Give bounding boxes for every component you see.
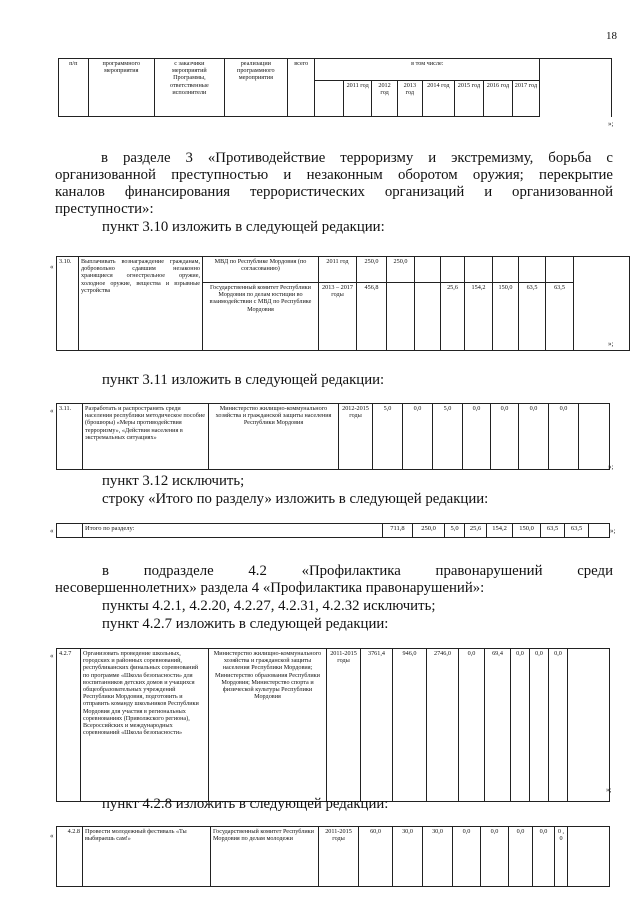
- row-value: 0,0: [519, 404, 549, 470]
- row-value: 946,0: [393, 649, 427, 802]
- opening-mark: «: [50, 832, 54, 840]
- row-value: 150,0: [493, 283, 519, 351]
- closing-mark: »;: [606, 786, 612, 794]
- closing-mark: »;: [608, 340, 614, 348]
- header-year: 2016 год: [484, 81, 512, 117]
- row-name: Разработать и распространять среди населения республики методическое пособие (брошюры) «Меры противодействия терроризму», «Действия населения в экстремальных ситуациях»: [83, 404, 209, 470]
- header-including: в том числе:: [315, 59, 540, 81]
- row-executor: МВД по Республике Мордовия (по согласованию): [203, 257, 319, 283]
- opening-mark: «: [50, 263, 54, 271]
- row-num: 4.2.8: [57, 827, 83, 887]
- total-label: Итого по разделу:: [83, 524, 383, 538]
- row-period: 2011 год: [319, 257, 357, 283]
- total-row-table: [56, 523, 610, 538]
- row-value: 2746,0: [427, 649, 459, 802]
- header-total: всего: [287, 59, 314, 117]
- header-year: 2013 год: [397, 81, 422, 117]
- row-value: 0,0: [459, 649, 485, 802]
- row-value: 5,0: [433, 404, 463, 470]
- row-value: 63,5: [546, 283, 574, 351]
- row-value: 30,0: [393, 827, 423, 887]
- total-value: 63,5: [565, 524, 589, 538]
- row-name: Провести молодежный фестиваль «Ты выбираешь сам!»: [83, 827, 211, 887]
- row-total: 3761,4: [361, 649, 393, 802]
- closing-mark: »;: [610, 527, 616, 535]
- row-3-10-table: [56, 256, 630, 351]
- row-value: 0,0: [403, 404, 433, 470]
- total-value: 711,8: [383, 524, 413, 538]
- header-year: 2012 год: [372, 81, 397, 117]
- row-value: 0,0: [481, 827, 509, 887]
- row-value: 154,2: [465, 283, 493, 351]
- row-value: 63,5: [519, 283, 546, 351]
- row-value: 0,0: [463, 404, 491, 470]
- row-num: 3.11.: [57, 404, 83, 470]
- paragraph-line: несовершеннолетних» раздела 4 «Профилактика правонарушений»:: [55, 580, 485, 596]
- paragraph-line: пункты 4.2.1, 4.2.20, 4.2.27, 4.2.31, 4.2.32 исключить;: [102, 598, 436, 614]
- header-program: программного мероприятия: [88, 59, 154, 117]
- instruction-item-4-2-7: пункт 4.2.7 изложить в следующей редакции:: [102, 616, 389, 632]
- row-num: 4.2.7: [57, 649, 81, 802]
- instruction-item-3-10: пункт 3.10 изложить в следующей редакции:: [102, 219, 385, 235]
- paragraph-line: организованной преступностью и незаконным оборотом оружия; перекрытие: [55, 167, 613, 183]
- row-value: 0,0: [530, 649, 549, 802]
- paragraph-line: каналов финансирования террористических организаций и организованной: [55, 184, 613, 200]
- paragraph-line: в подразделе 4.2 «Профилактика правонарушений среди: [102, 563, 613, 579]
- header-table: [58, 58, 612, 117]
- row-name: Организовать проведение школьных, городских и районных соревнований, республиканских финальных соревнований по программе «Школа безопасности» для воспитанников детских домов и учащихся общеобразовательных учреждений Республики Мордовия, подготовить и отправить команду школьников Республики Мордовия для участия в региональных соревнованиях (Приволжского региона), Всероссийских и международных соревнований «Школа безопасности»: [81, 649, 209, 802]
- header-empty: [540, 59, 612, 117]
- total-value: 63,5: [541, 524, 565, 538]
- opening-mark: «: [50, 407, 54, 415]
- header-year: 2011 год: [343, 81, 371, 117]
- instruction-item-4-2-8: пункт 4.2.8 изложить в следующей редакции:: [102, 796, 389, 812]
- row-value: 0,0: [453, 827, 481, 887]
- row-total: 5,0: [373, 404, 403, 470]
- row-value: 0,0: [509, 827, 533, 887]
- opening-mark: «: [50, 527, 54, 535]
- row-executor: Министерство жилищно-коммунального хозяйства и гражданской защиты населения Республики Мордовия; Министерство образования Республики Мордовия; Министерство спорта и физической культуры Республики Мордовия: [209, 649, 327, 802]
- total-value: 5,0: [445, 524, 465, 538]
- paragraph-line: преступности»:: [55, 201, 154, 217]
- row-executor: Государственный комитет Республики Мордовия по делам юстиции во взаимодействии с МВД по Республике Мордовия: [203, 283, 319, 351]
- instruction-item-3-11: пункт 3.11 изложить в следующей редакции:: [102, 372, 385, 388]
- instruction-item-3-12: пункт 3.12 исключить;: [102, 473, 245, 489]
- row-executor: Министерство жилищно-коммунального хозяйства и гражданской защиты населения Республики Мордовия: [209, 404, 339, 470]
- row-name: Выплачивать вознаграждение гражданам, добровольно сдавшим незаконно хранящиеся огнестрельное оружие, холодное оружие, вещества и взрывные устройства: [79, 257, 203, 351]
- row-value: 0,0: [491, 404, 519, 470]
- row-num: 3.10.: [57, 257, 79, 351]
- row-4-2-7-table: [56, 648, 610, 802]
- row-value: 0,0: [549, 649, 568, 802]
- total-value: 25,6: [465, 524, 487, 538]
- row-value: 0,0: [511, 649, 530, 802]
- total-value: 150,0: [513, 524, 541, 538]
- row-total: 250,0: [357, 257, 387, 283]
- row-value: 0,0: [533, 827, 555, 887]
- row-period: 2013 – 2017 годы: [319, 283, 357, 351]
- header-customers: с заказчики мероприятий Программы, ответственные исполнители: [155, 59, 225, 117]
- closing-mark: »;: [608, 463, 614, 471]
- row-4-2-8-table: [56, 826, 610, 887]
- row-value: 30,0: [423, 827, 453, 887]
- row-total: 60,0: [359, 827, 393, 887]
- header-year: 2017 год: [512, 81, 539, 117]
- row-3-11-table: [56, 403, 610, 470]
- instruction-item-total: строку «Итого по разделу» изложить в следующей редакции:: [102, 491, 489, 507]
- row-period: 2011-2015 годы: [327, 649, 361, 802]
- opening-mark: «: [50, 652, 54, 660]
- paragraph-line: в разделе 3 «Противодействие терроризму и экстремизму, борьба с: [101, 150, 613, 166]
- header-year: 2014 год: [423, 81, 455, 117]
- row-value: 0 , 0: [555, 827, 568, 887]
- row-total: 456,8: [357, 283, 387, 351]
- row-period: 2011-2015 годы: [319, 827, 359, 887]
- total-value: 250,0: [413, 524, 445, 538]
- row-value: 25,6: [441, 283, 465, 351]
- row-value: 69,4: [485, 649, 511, 802]
- header-num: п/п: [59, 59, 89, 117]
- row-value: 0,0: [549, 404, 579, 470]
- row-value: 250,0: [387, 257, 415, 283]
- header-period: реализации программного мероприятия: [224, 59, 287, 117]
- page-number: 18: [606, 30, 617, 42]
- row-period: 2012-2015 годы: [339, 404, 373, 470]
- total-value: 154,2: [487, 524, 513, 538]
- row-executor: Государственный комитет Республики Мордовия по делам молодежи: [211, 827, 319, 887]
- header-year: 2015 год: [454, 81, 484, 117]
- closing-mark: »;: [608, 120, 614, 128]
